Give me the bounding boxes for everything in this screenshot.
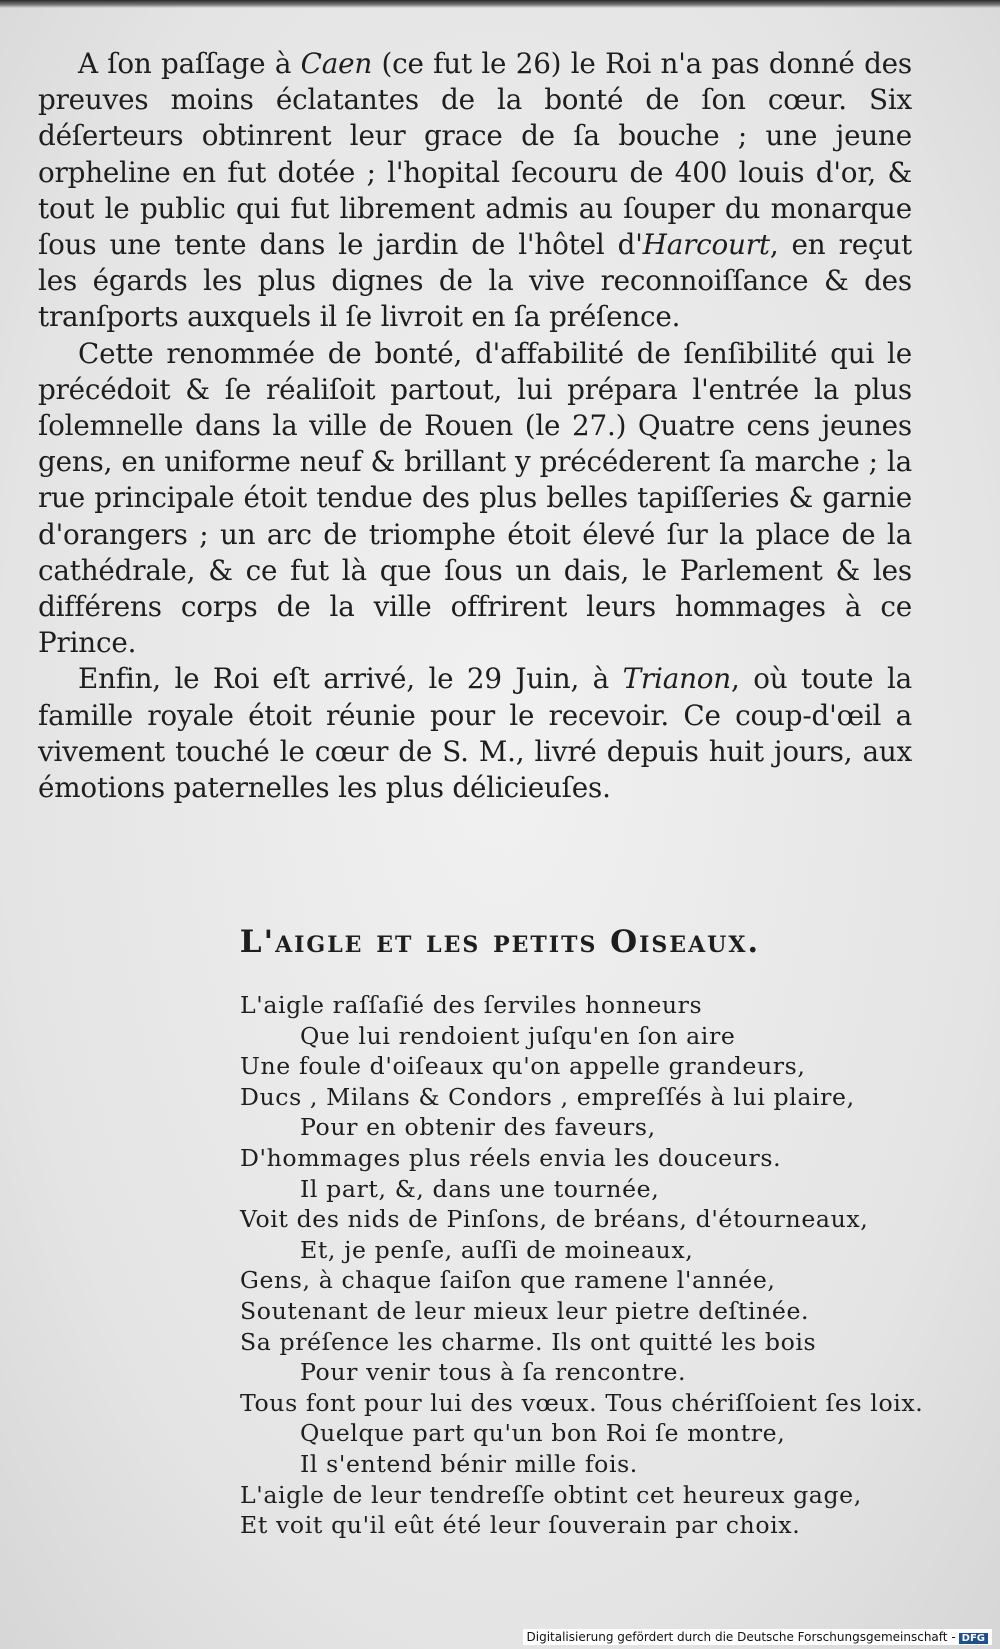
poem-line: Ducs , Milans & Condors , empreſſés à lui plaire, (240, 1082, 855, 1111)
poem-line: Voit des nids de Pinſons, de bréans, d'étourneaux, (240, 1205, 869, 1234)
dfg-logo: DFG (959, 1633, 988, 1644)
paragraph-text: , où toute la famille royale étoit réunie pour le recevoir. Ce coup-d'œil a vivement touché le cœur de S. M., livré depuis huit jours, aux émotions paternelles les plus délicieuſes. (38, 662, 913, 805)
paragraph-text: Enfin, le Roi eſt arrivé, le 29 Juin, à (78, 662, 623, 696)
page-top-edge (0, 0, 1000, 8)
poem-line: Que lui rendoient juſqu'en ſon aire (300, 1021, 736, 1050)
poem-line: Soutenant de leur mieux leur pietre deſtinée. (240, 1296, 810, 1325)
paragraph-text: , en reçut les égards les plus dignes de la vive reconnoiſſance & des tranſports auxquels il ſe livroit en ſa préſence. (38, 228, 912, 334)
poem-line: Quelque part qu'un bon Roi ſe montre, (300, 1419, 786, 1448)
italic-name: Caen (300, 47, 373, 80)
paragraph (38, 336, 912, 662)
paragraph (38, 46, 912, 336)
paragraph-text: (ce fut le 26) le Roi n'a pas donné des preuves moins éclatantes de la bonté de ſon cœur. Six déſerteurs obtinrent leur grace de ſa bouche ; une jeune orpheline en fut dotée ; l'hopital ſecouru de 400 louis d'or, & tout le public qui fut librement admis au ſouper du monarque ſous une tente dans le jardin de l'hôtel d' (38, 47, 912, 262)
paragraph (38, 661, 912, 806)
paragraph-text: A ſon paſſage à (78, 47, 301, 80)
poem-line: Il part, &, dans une tournée, (300, 1174, 660, 1203)
poem-line: Il s'entend bénir mille fois. (300, 1449, 638, 1478)
poem-line: L'aigle raſſaſié des ſerviles honneurs (240, 991, 703, 1019)
prose-block (38, 46, 912, 806)
poem-title: L'aigle et les petits Oiseaux. (239, 924, 761, 960)
italic-name: Trianon (622, 662, 732, 696)
poem-line: Gens, à chaque ſaiſon que ramene l'année, (240, 1266, 776, 1295)
poem-line: Et voit qu'il eût été leur ſouverain par choix. (240, 1511, 801, 1540)
paragraph-text: Cette renommée de bonté, d'affabilité de ſenſibilité qui le précédoit & ſe réaliſoit partout, lui prépara l'entrée la plus ſolemnelle dans la ville de Rouen (le 27.) Quatre cens jeunes gens, en uniforme neuf & brillant y précéderent ſa marche ; la rue principale étoit tendue des plus belles tapiſſeries & garnie d'orangers ; un arc de triomphe étoit élevé ſur la place de la cathédrale, & ce fut là que ſous un dais, le Parlement & les différens corps de la ville offrirent leurs hommages à ce Prince. (38, 336, 912, 660)
poem-block (240, 990, 924, 1541)
poem-line: Tous font pour lui des vœux. Tous chériſſoient ſes loix. (240, 1388, 924, 1417)
poem-line: Et, je penſe, auſſi de moineaux, (300, 1235, 694, 1264)
poem-line: Sa préſence les charme. Ils ont quitté les bois (240, 1327, 817, 1356)
poem-line: Pour en obtenir des faveurs, (300, 1113, 656, 1142)
poem-line: L'aigle de leur tendreſſe obtint cet heureux gage, (240, 1480, 862, 1509)
poem-line: Une foule d'oiſeaux qu'on appelle grandeurs, (240, 1052, 806, 1081)
poem-line: D'hommages plus réels envia les douceurs. (240, 1143, 782, 1172)
poem-line: Pour venir tous à ſa rencontre. (300, 1358, 687, 1387)
footer-text: Digitalisierung gefördert durch die Deutsche Forschungsgemeinschaft - (526, 1630, 956, 1644)
italic-name: Harcourt (642, 228, 770, 262)
digitization-footer (523, 1629, 993, 1645)
